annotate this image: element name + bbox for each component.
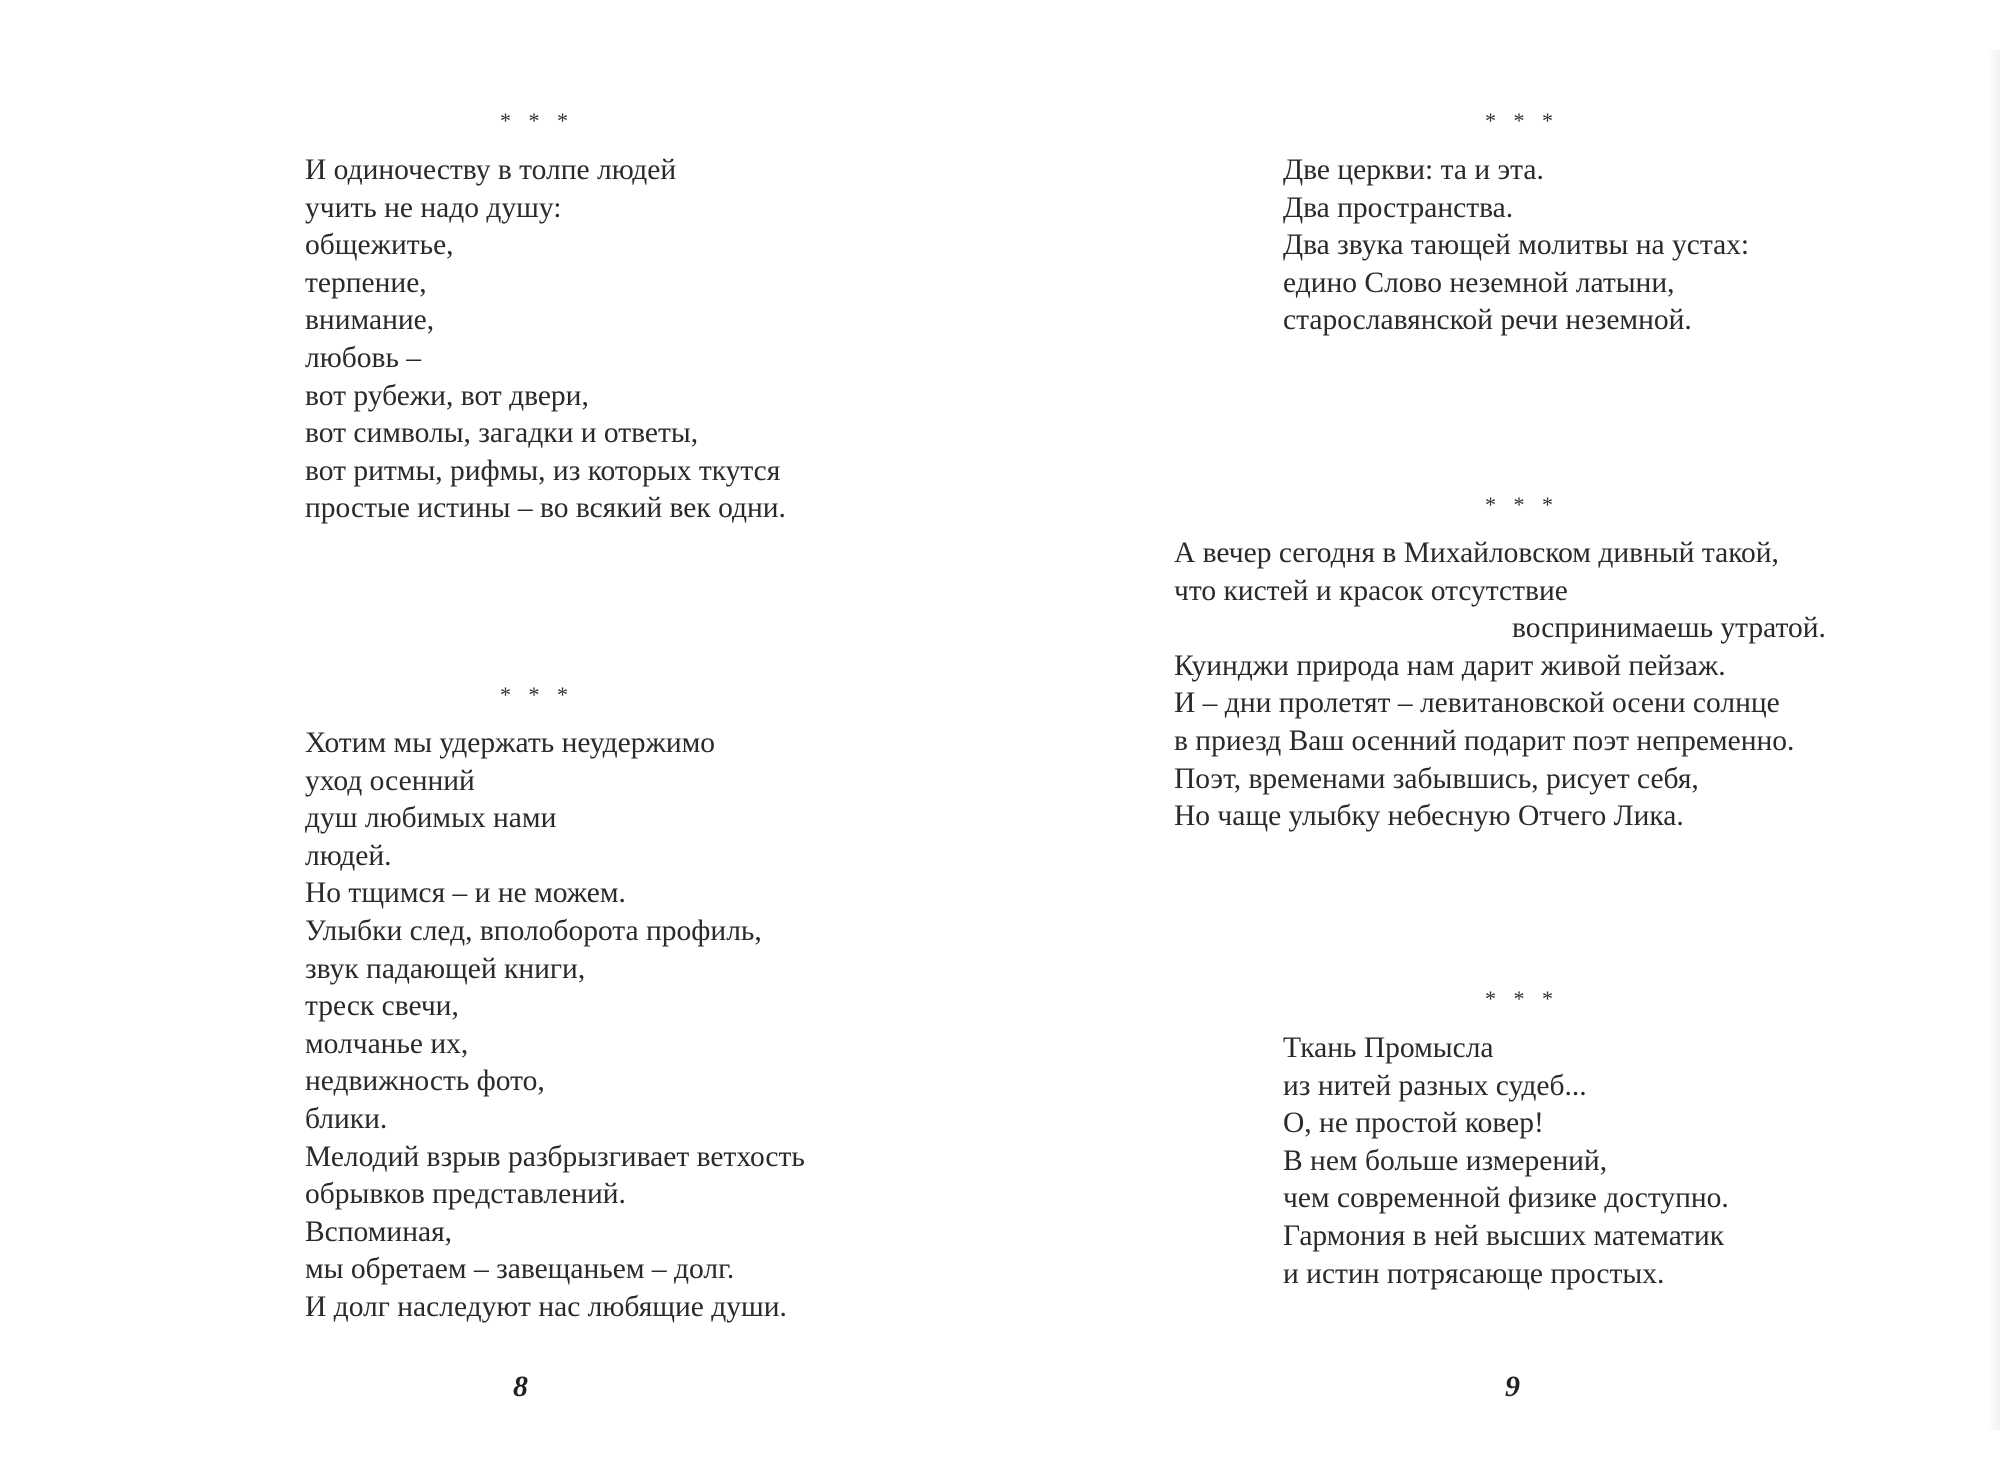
poem-line: Гармония в ней высших математик	[1283, 1219, 1725, 1252]
poem-line: мы обретаем – завещаньем – долг.	[305, 1253, 735, 1286]
poem-line: любовь –	[305, 341, 422, 374]
poem-line: Куинджи природа нам дарит живой пейзаж.	[1174, 649, 1726, 682]
poem-line: звук падающей книги,	[305, 952, 586, 985]
poem-line: О, не простой ковер!	[1283, 1107, 1544, 1140]
poem-line: душ любимых нами	[305, 802, 557, 835]
page-number: 9	[1505, 1370, 1520, 1403]
poem-separator: * * *	[1485, 108, 1559, 133]
poem-line: Хотим мы удержать неудержимо	[305, 727, 716, 759]
poem-line: простые истины – во всякий век одни.	[305, 492, 786, 525]
page-number: 8	[513, 1370, 528, 1403]
poem-line: недвижность фото,	[305, 1065, 545, 1098]
poem-text	[1283, 1030, 1729, 1293]
poem-line: Но чаще улыбку небесную Отчего Лика.	[1174, 800, 1684, 833]
poem-line: треск свечи,	[305, 990, 459, 1023]
poem-line: воспринимаешь утратой.	[1512, 612, 1826, 645]
poem-line: вот ритмы, рифмы, из которых ткутся	[305, 454, 781, 487]
poem-line: Поэт, временами забывшись, рисует себя,	[1174, 762, 1699, 795]
poem-line: в приезд Ваш осенний подарит поэт непременно.	[1174, 724, 1795, 757]
poem-line: Мелодий взрыв разбрызгивает ветхость	[305, 1140, 805, 1173]
poem-text	[1283, 152, 1749, 340]
poem-separator: * * *	[1485, 986, 1559, 1011]
poem-separator: * * *	[500, 108, 574, 133]
poem-line: учить не надо душу:	[305, 191, 562, 224]
poem-text	[305, 152, 786, 528]
poem-line: терпение,	[305, 266, 427, 299]
poem-line: А вечер сегодня в Михайловском дивный такой,	[1174, 537, 1779, 569]
poem-line: вот символы, загадки и ответы,	[305, 417, 699, 450]
poem-line: что кистей и красок отсутствие	[1174, 574, 1568, 607]
poem-line: старославянской речи неземной.	[1283, 304, 1692, 337]
poem-text	[1174, 535, 1826, 836]
poem-separator: * * *	[500, 682, 574, 707]
poem-line: и истин потрясающе простых.	[1283, 1257, 1665, 1290]
poem-line: Но тщимся – и не можем.	[305, 877, 626, 910]
poem-line: вот рубежи, вот двери,	[305, 379, 589, 412]
poem-text	[305, 725, 805, 1327]
poem-line: внимание,	[305, 304, 435, 337]
poem-line: блики.	[305, 1102, 388, 1135]
poem-line: обрывков представлений.	[305, 1178, 626, 1211]
right-page	[1000, 0, 2000, 1472]
poem-line: Ткань Промысла	[1283, 1032, 1494, 1064]
poem-line: В нем больше измерений,	[1283, 1144, 1608, 1177]
poem-line: молчанье их,	[305, 1027, 469, 1060]
poem-line: едино Слово неземной латыни,	[1283, 266, 1675, 299]
poem-line: из нитей разных судеб...	[1283, 1069, 1587, 1102]
poem-line: Два пространства.	[1283, 191, 1514, 224]
poem-separator: * * *	[1485, 492, 1559, 517]
poem-line: Две церкви: та и эта.	[1283, 154, 1544, 186]
poem-line: общежитье,	[305, 229, 454, 262]
poem-line: И – дни пролетят – левитановской осени солнце	[1174, 687, 1780, 720]
poem-line: И долг наследуют нас любящие души.	[305, 1290, 787, 1323]
poem-line: людей.	[305, 839, 392, 872]
poem-line: уход осенний	[305, 764, 475, 797]
poem-line: Вспоминая,	[305, 1215, 453, 1248]
poem-line: Улыбки след, вполоборота профиль,	[305, 914, 762, 947]
poem-line: чем современной физике доступно.	[1283, 1182, 1729, 1215]
poem-line: И одиночеству в толпе людей	[305, 154, 677, 186]
poem-line: Два звука тающей молитвы на устах:	[1283, 229, 1750, 262]
